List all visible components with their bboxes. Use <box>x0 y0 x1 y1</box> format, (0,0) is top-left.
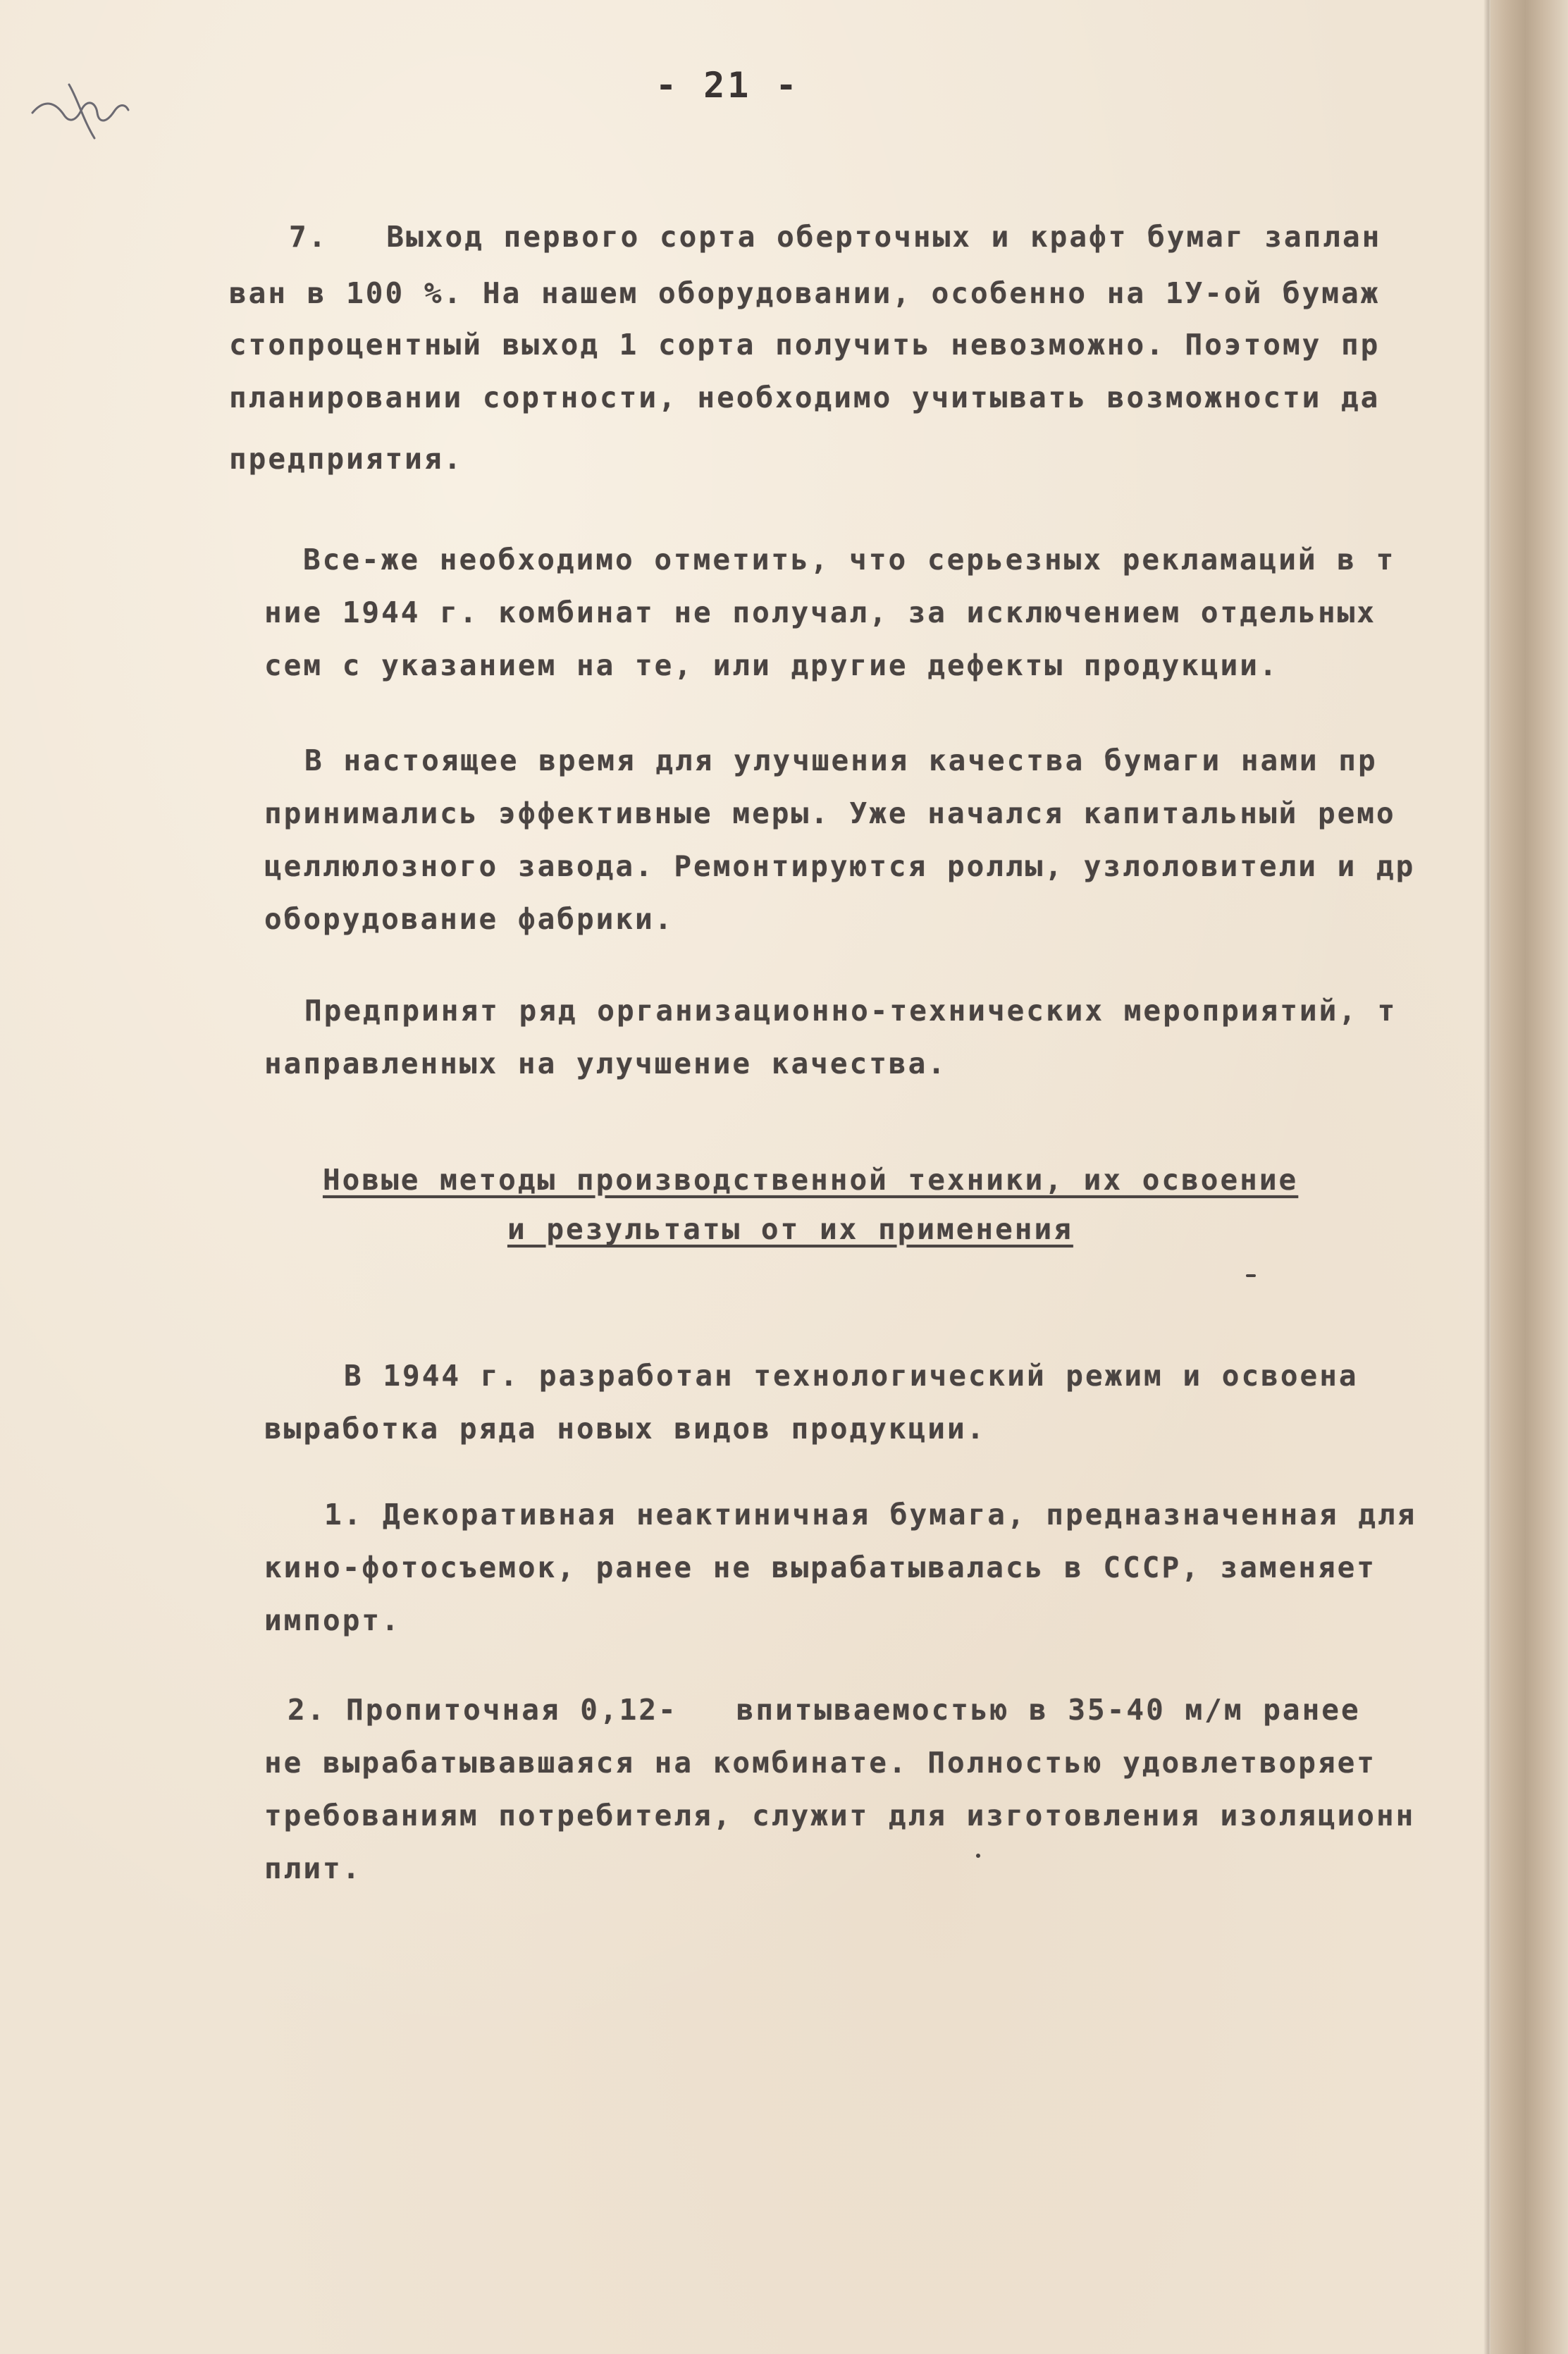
paragraph-10-line-1: Предпринят ряд организационно-технических мероприятий, т <box>304 994 1397 1028</box>
paragraph-7-line-3: стопроцентный выход 1 сорта получить невозможно. Поэтому пр <box>229 328 1381 362</box>
paragraph-9-line-3: целлюлозного завода. Ремонтируются роллы, узлоловители и др <box>264 849 1416 883</box>
paragraph-8-line-3: сем с указанием на те, или другие дефекты продукции. <box>264 648 1279 682</box>
paragraph-7-line-2: ван в 100 %. На нашем оборудовании, особенно на 1У-ой бумаж <box>229 276 1381 310</box>
item-1-line-1: 1. Декоративная неактиничная бумага, предназначенная для <box>324 1498 1417 1532</box>
paragraph-9-line-1: В настоящее время для улучшения качества бумаги нами пр <box>304 744 1378 777</box>
item-2-line-4: плит. <box>264 1851 362 1885</box>
paragraph-8-line-1: Все-же необходимо отметить, что серьезных рекламаций в т <box>303 543 1396 577</box>
item-2-line-2: не вырабатывавшаяся на комбинате. Полностью удовлетворяет <box>264 1746 1376 1780</box>
item-1-line-2: кино-фотосъемок, ранее не вырабатывалась в СССР, заменяет <box>264 1551 1376 1584</box>
ink-speck <box>976 1854 980 1858</box>
paragraph-10-line-2: направленных на улучшение качества. <box>264 1047 947 1080</box>
ink-dash <box>1246 1274 1256 1277</box>
paragraph-9-line-2: принимались эффективные меры. Уже начался капитальный ремо <box>264 796 1396 830</box>
item-2-line-3: требованиям потребителя, служит для изготовления изоляционн <box>264 1799 1416 1832</box>
section-heading-line-2: и результаты от их применения <box>507 1212 1073 1246</box>
paragraph-11-line-1: В 1944 г. разработан технологический режим и освоена <box>344 1359 1359 1393</box>
paragraph-7-line-5: предприятия. <box>229 442 464 476</box>
page-number: - 21 - <box>655 65 800 106</box>
item-2-line-1: 2. Пропиточная 0,12- впитываемостью в 35-40 м/м ранее <box>288 1693 1361 1727</box>
paragraph-7-line-1: 7. Выход первого сорта оберточных и крафт бумаг заплан <box>289 220 1382 254</box>
paragraph-9-line-4: оборудование фабрики. <box>264 902 674 936</box>
item-1-line-3: импорт. <box>264 1603 401 1637</box>
paragraph-8-line-2: ние 1944 г. комбинат не получал, за исключением отдельных <box>264 596 1376 629</box>
section-heading-line-1: Новые методы производственной техники, их освоение <box>323 1163 1299 1197</box>
paragraph-7-line-4: планировании сортности, необходимо учитывать возможности да <box>229 381 1381 414</box>
paragraph-11-line-2: выработка ряда новых видов продукции. <box>264 1412 987 1446</box>
